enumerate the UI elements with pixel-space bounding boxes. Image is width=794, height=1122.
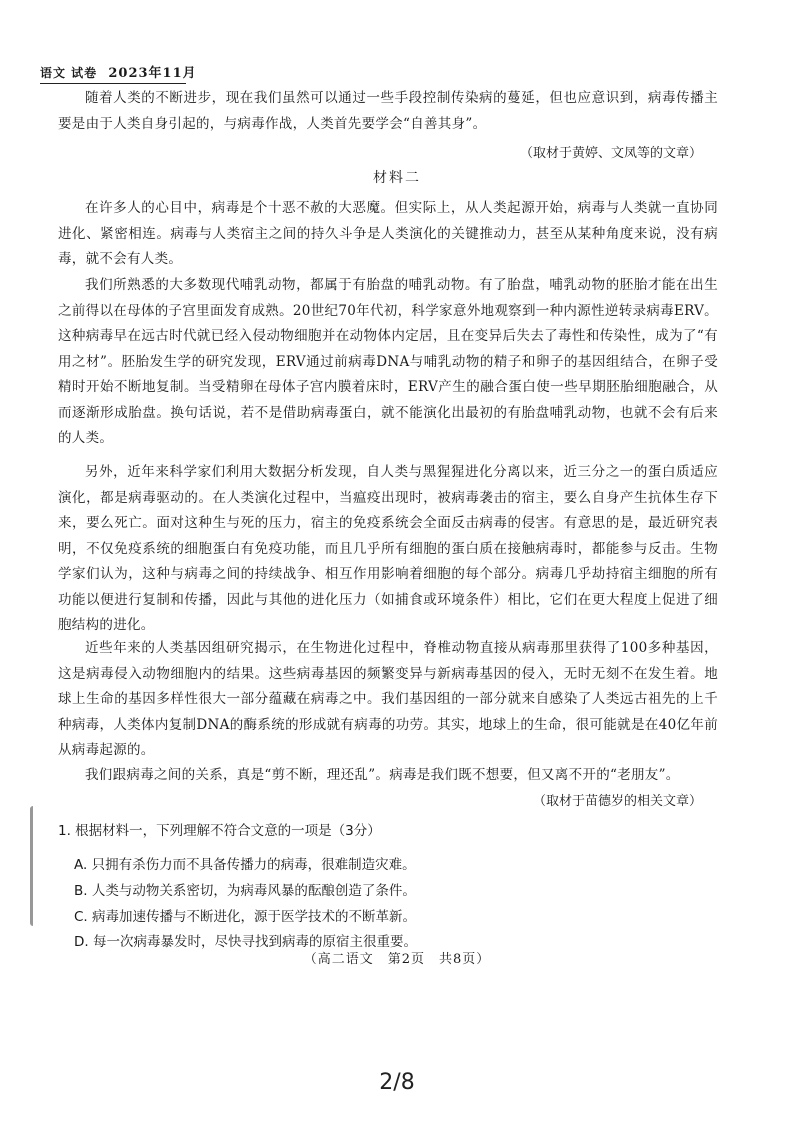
- question-1-option-b: B. 人类与动物关系密切，为病毒风暴的酝酿创造了条件。: [74, 883, 416, 899]
- binding-mark: [30, 806, 39, 926]
- material2-paragraph-5: 我们跟病毒之间的关系，真是“剪不断，理还乱”。病毒是我们既不想要，但又离不开的“老朋友”。: [85, 767, 680, 783]
- question-1-option-a: A. 只拥有杀伤力而不具备传播力的病毒，很难制造灾难。: [74, 857, 416, 873]
- question-1-option-d: D. 每一次病毒暴发时，尽快寻找到病毒的原宿主很重要。: [74, 934, 417, 950]
- material2-title: 材料二: [373, 170, 421, 186]
- material2-paragraph-4: 近些年来的人类基因组研究揭示，在生物进化过程中，脊椎动物直接从病毒那里获得了100多种基因，这是病毒侵入动物细胞内的结果。这些病毒基因的频繁变异与新病毒基因的侵入，无时无刻不在发生着。地球上生命的基因多样性很大一部分蕴藏在病毒之中。我们基因组的一部分就来自感染了人类远古祖先的上千种病毒，人类体内复制DNA的酶系统的形成就有病毒的功劳。其实，地球上的生命，很可能就是在40亿年前从病毒起源的。: [58, 640, 718, 758]
- page-footer: （高二语文 第2页 共8页）: [303, 952, 491, 967]
- material1-paragraph-end: 随着人类的不断进步，现在我们虽然可以通过一些手段控制传染病的蔓延，但也应意识到，病毒传播主要是由于人类自身引起的，与病毒作战，人类首先要学会“自善其身”。: [58, 90, 718, 132]
- material2-paragraph-2: 我们所熟悉的大多数现代哺乳动物，都属于有胎盘的哺乳动物。有了胎盘，哺乳动物的胚胎才能在出生之前得以在母体的子宫里面发育成熟。20世纪70年代初，科学家意外地观察到一种内源性逆转录病毒ERV。这种病毒早在远古时代就已经入侵动物细胞并在动物体内定居，且在变异后失去了毒性和传染性，成为了“有用之材”。胚胎发生学的研究发现，ERV通过前病毒DNA与哺乳动物的精子和卵子的基因组结合，在卵子受精时开始不断地复制。当受精卵在母体子宫内膜着床时，ERV产生的融合蛋白使一些早期胚胎细胞融合，从而逐渐形成胎盘。换句话说，若不是借助病毒蛋白，就不能演化出最初的有胎盘哺乳动物，也就不会有后来的人类。: [58, 277, 718, 446]
- header-date: 2023年11月: [108, 66, 197, 81]
- header-label: 语文 试卷: [40, 66, 98, 80]
- header-rule: [40, 83, 186, 84]
- question-1-option-c: C. 病毒加速传播与不断进化，源于医学技术的不断革新。: [74, 909, 417, 925]
- question-1-stem: 1. 根据材料一，下列理解不符合文意的一项是（3分）: [58, 823, 381, 839]
- material1-source: （取材于黄婷、文凤等的文章）: [519, 146, 702, 161]
- material2-source: （取材于苗德岁的相关文章）: [532, 794, 702, 809]
- material2-paragraph-1: 在许多人的心目中，病毒是个十恶不赦的大恶魔。但实际上，从人类起源开始，病毒与人类就一直协同进化、紧密相连。病毒与人类宿主之间的持久斗争是人类演化的关键推动力，甚至从某种角度来说，没有病毒，就不会有人类。: [58, 200, 718, 267]
- page-header: [40, 62, 197, 81]
- material2-paragraph-3: 另外，近年来科学家们利用大数据分析发现，自人类与黑猩猩进化分离以来，近三分之一的蛋白质适应演化，都是病毒驱动的。在人类演化过程中，当瘟疫出现时，被病毒袭击的宿主，要么自身产生抗体生存下来，要么死亡。面对这种生与死的压力，宿主的免疫系统会全面反击病毒的侵害。有意思的是，最近研究表明，不仅免疫系统的细胞蛋白有免疫功能，而且几乎所有细胞的蛋白质在接触病毒时，都能参与反击。生物学家们认为，这种与病毒之间的持续战争、相互作用影响着细胞的每个部分。病毒几乎劫持宿主细胞的所有功能以便进行复制和传播，因此与其他的进化压力（如捕食或环境条件）相比，它们在更大程度上促进了细胞结构的进化。: [58, 464, 718, 633]
- viewer-page-indicator: 2/8: [379, 1070, 415, 1095]
